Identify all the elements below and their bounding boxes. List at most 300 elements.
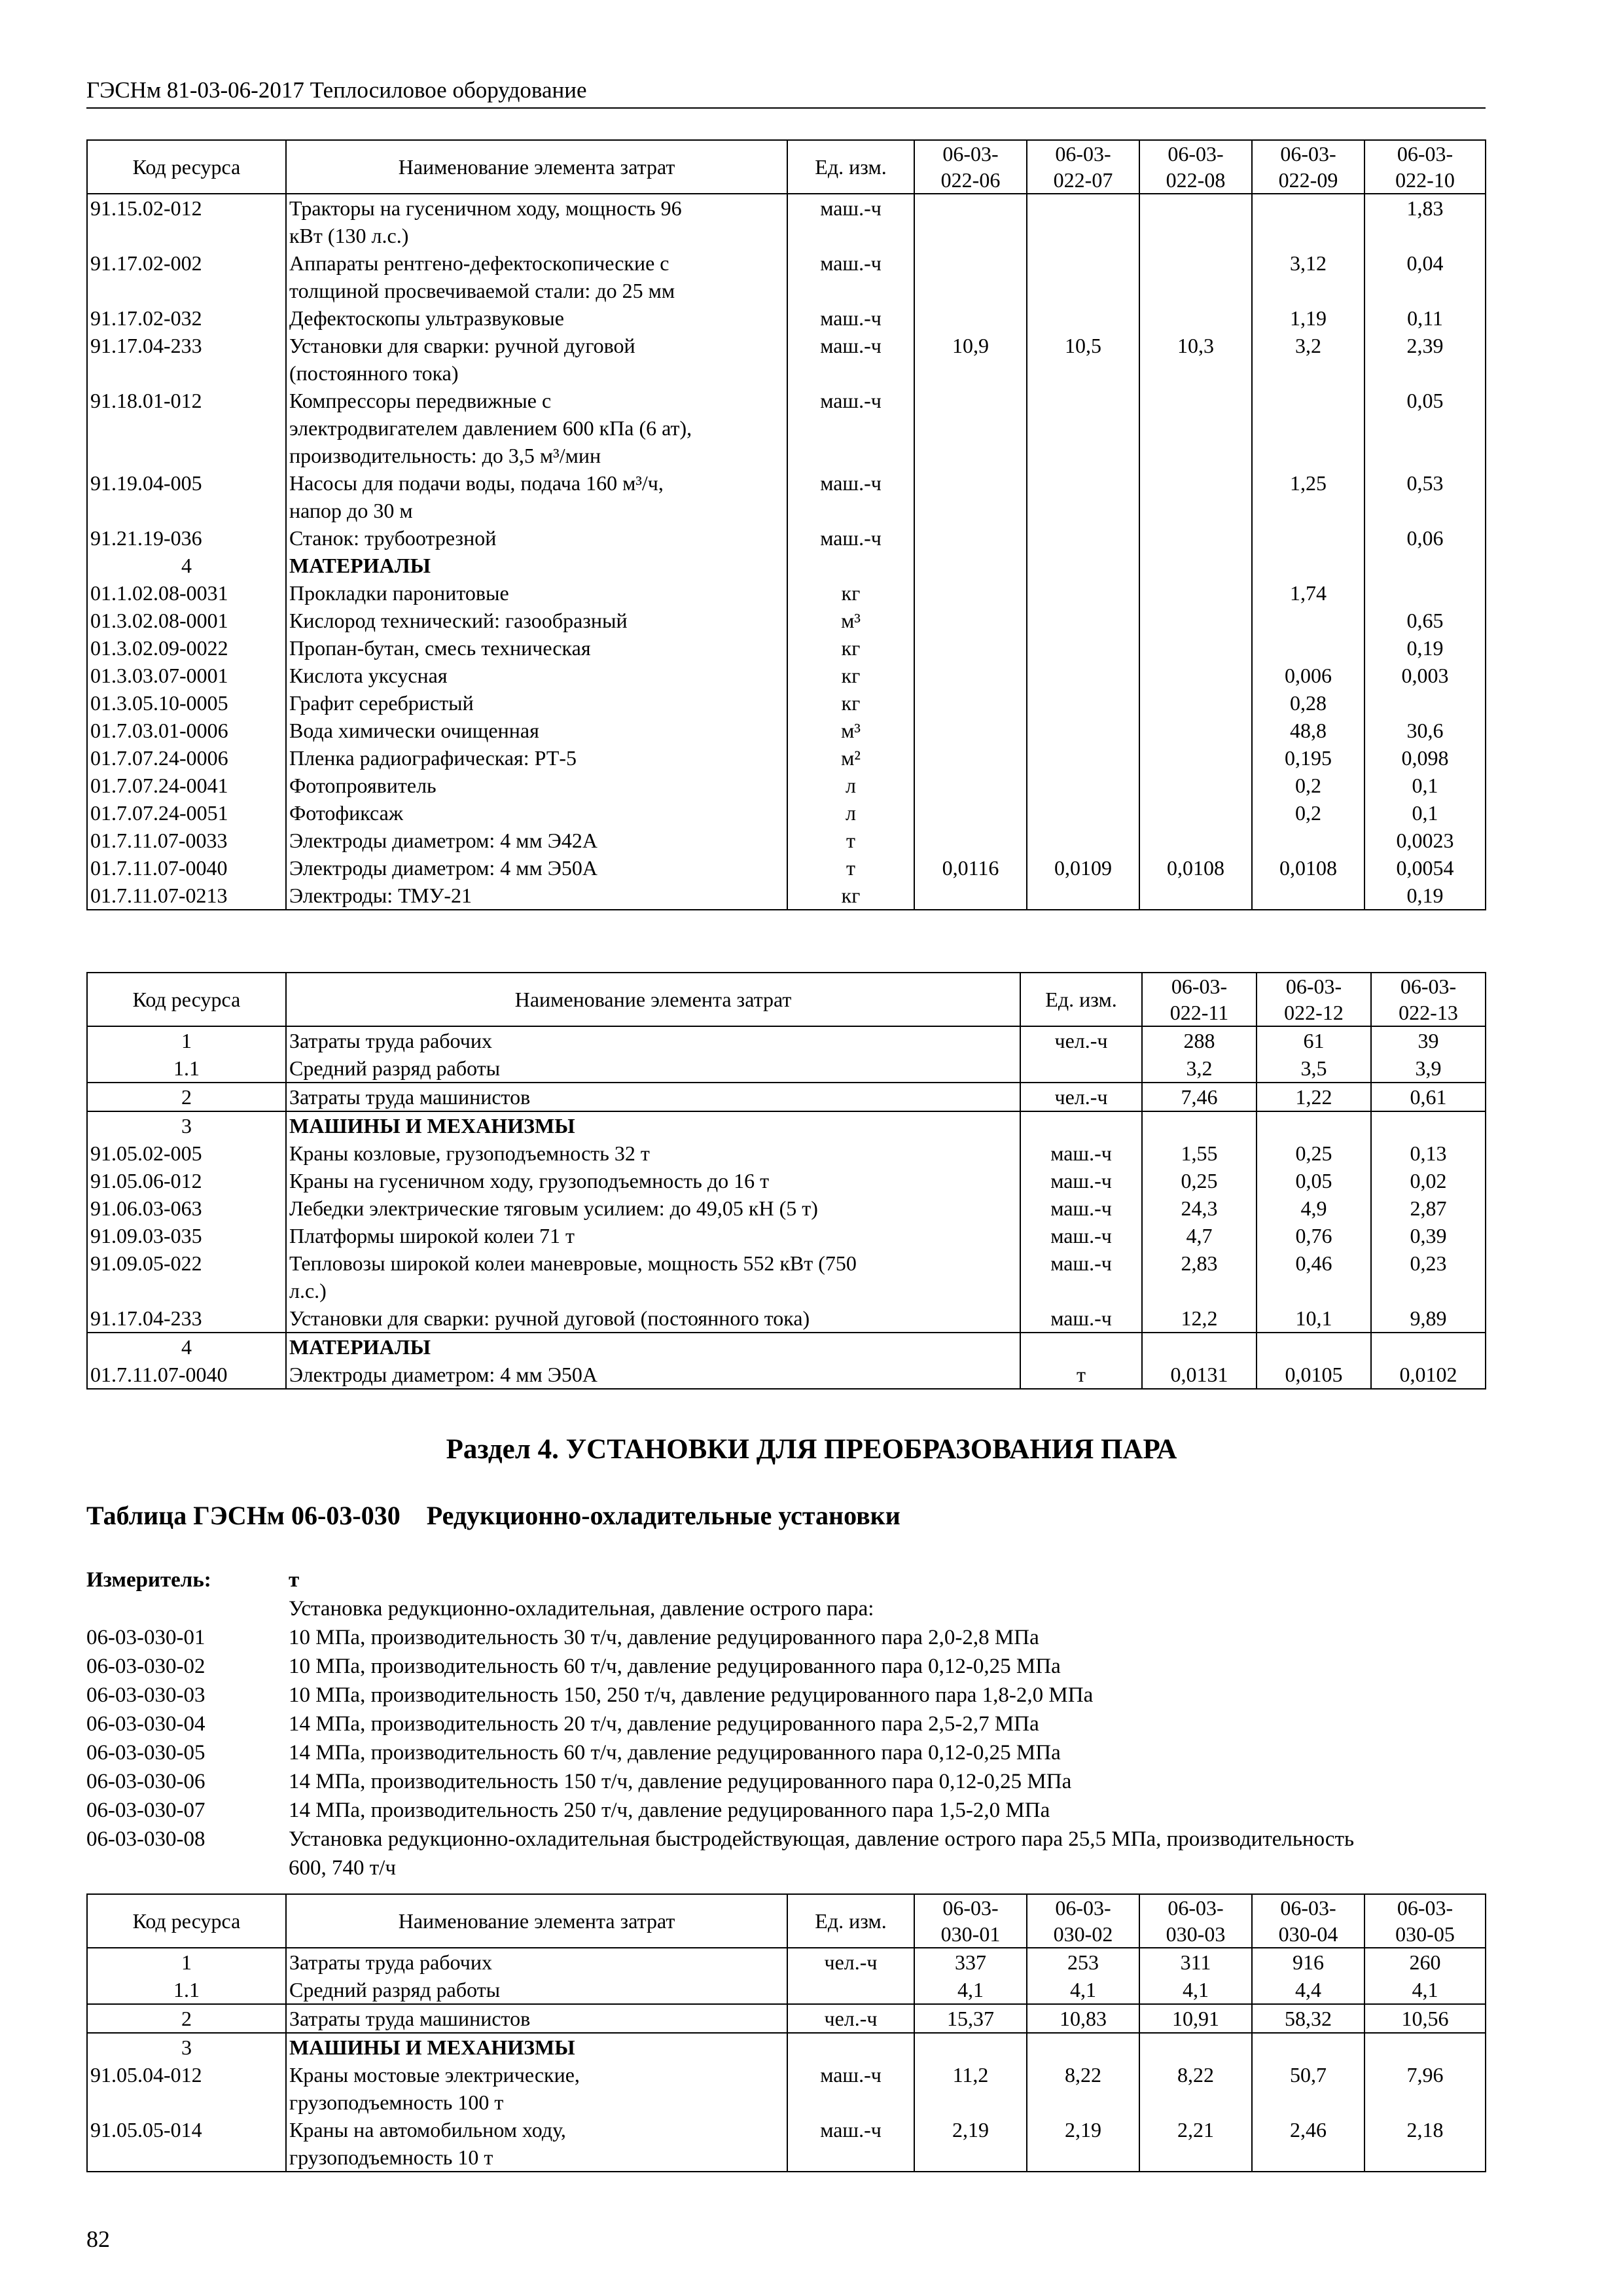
meter-unit: т (289, 1568, 300, 1592)
resource-name-line: Электроды диаметром: 4 мм Э50А (289, 1363, 597, 1386)
unit-col-header: Ед. изм. (787, 140, 914, 194)
resource-code: 91.05.02-005 (87, 1139, 286, 1167)
norm-col-header (1027, 140, 1139, 194)
table-row (87, 2116, 1486, 2172)
norm-value: 9,89 (1371, 1304, 1486, 1333)
meter-label: Измеритель: (86, 1568, 211, 1592)
resource-code: 91.05.06-012 (87, 1167, 286, 1194)
section-row (87, 1333, 1486, 1361)
norm-col-header-line: 06-03- (1168, 142, 1224, 166)
name-col-header: Наименование элемента затрат (286, 973, 1020, 1026)
norm-value (914, 387, 1027, 469)
resource-unit: маш.-ч (787, 387, 914, 469)
norm-value: 0,23 (1371, 1249, 1486, 1304)
resource-code: 1 (87, 1026, 286, 1054)
norm-item: 06-03-030-06 14 МПа, производительность 150 т/ч, давление редуцированного пара 0,12-0,25 МПа (86, 1770, 1072, 1793)
norm-value: 4,1 (1139, 1976, 1252, 2004)
norm-value (1139, 304, 1252, 332)
norm-value (1139, 249, 1252, 304)
norm-value: 1,74 (1252, 579, 1364, 607)
norm-value (914, 634, 1027, 662)
code-col-header: Код ресурса (87, 140, 286, 194)
norm-value: 0,0108 (1139, 854, 1252, 882)
resource-code: 2 (87, 2004, 286, 2033)
resource-name (286, 744, 787, 772)
norm-col-header-line: 022-06 (940, 168, 1001, 192)
resource-unit: м² (787, 744, 914, 772)
resource-name-line: Средний разряд работы (289, 1056, 501, 1080)
resource-code: 01.3.02.09-0022 (87, 634, 286, 662)
norm-value: 0,02 (1371, 1167, 1486, 1194)
norm-col-header-line: 06-03- (1280, 1896, 1336, 1920)
norm-value (1139, 607, 1252, 634)
norm-value: 0,195 (1252, 744, 1364, 772)
norm-value (1364, 552, 1486, 579)
resource-name (286, 1194, 1020, 1222)
resource-unit: т (787, 827, 914, 854)
resource-unit: кг (787, 634, 914, 662)
norm-col-header (1252, 1894, 1364, 1948)
name-col-header: Наименование элемента затрат (286, 140, 787, 194)
resource-name-line: Краны на автомобильном ходу, (289, 2118, 566, 2142)
resource-code: 91.15.02-012 (87, 194, 286, 249)
resource-unit: м³ (787, 717, 914, 744)
resource-code: 91.09.03-035 (87, 1222, 286, 1249)
resource-code: 3 (87, 2033, 286, 2061)
resource-name (286, 2116, 787, 2172)
resource-code: 4 (87, 552, 286, 579)
resource-name (286, 634, 787, 662)
norm-col-header-line: 022-09 (1278, 168, 1338, 192)
unit-col-header: Ед. изм. (787, 1894, 914, 1948)
norm-value (914, 304, 1027, 332)
norm-value (1252, 607, 1364, 634)
norm-value (1027, 2033, 1139, 2061)
resource-code: 01.3.05.10-0005 (87, 689, 286, 717)
norm-value (1252, 552, 1364, 579)
resource-unit: л (787, 772, 914, 799)
resource-name (286, 304, 787, 332)
norm-value (1027, 194, 1139, 249)
norm-value (1371, 1111, 1486, 1139)
norm-col-header (1257, 973, 1371, 1026)
norm-value (1027, 827, 1139, 854)
resource-name-line: Насосы для подачи воды, подача 160 м³/ч, (289, 471, 664, 495)
table-row (87, 662, 1486, 689)
resource-unit: чел.-ч (787, 2004, 914, 2033)
resource-unit: маш.-ч (787, 469, 914, 524)
norm-value (1027, 304, 1139, 332)
resource-code: 01.7.11.07-0213 (87, 882, 286, 910)
table-row (87, 249, 1486, 304)
norm-value: 4,9 (1257, 1194, 1371, 1222)
norm-value (1027, 772, 1139, 799)
resource-name (286, 579, 787, 607)
resource-name-line: Фотофиксаж (289, 801, 403, 825)
table-row (87, 634, 1486, 662)
resource-code: 1.1 (87, 1054, 286, 1083)
table-row (87, 827, 1486, 854)
norm-value: 3,5 (1257, 1054, 1371, 1083)
norm-value: 916 (1252, 1948, 1364, 1976)
norm-value: 4,1 (1027, 1976, 1139, 2004)
resource-name-line: Затраты труда рабочих (289, 1029, 492, 1052)
norm-value (1364, 689, 1486, 717)
norm-value: 0,1 (1364, 772, 1486, 799)
norm-value (1139, 194, 1252, 249)
resource-name-line: Затраты труда машинистов (289, 2007, 531, 2030)
norm-col-header-line: 022-10 (1395, 168, 1455, 192)
norm-value: 7,46 (1142, 1083, 1257, 1111)
resource-code: 91.06.03-063 (87, 1194, 286, 1222)
table-row (87, 1026, 1486, 1054)
resource-unit: чел.-ч (1020, 1026, 1142, 1054)
resource-unit (1020, 1054, 1142, 1083)
table-row (87, 854, 1486, 882)
norm-value (1142, 1111, 1257, 1139)
table-row (87, 607, 1486, 634)
norm-value (1139, 634, 1252, 662)
resource-unit (787, 2033, 914, 2061)
table-row (87, 744, 1486, 772)
resource-code: 3 (87, 1111, 286, 1139)
resource-name (286, 1026, 1020, 1054)
code-col-header: Код ресурса (87, 1894, 286, 1948)
table-row (87, 332, 1486, 387)
norm-value: 1,83 (1364, 194, 1486, 249)
norm-col-header-line: 030-01 (940, 1922, 1001, 1946)
norm-col-header-line: 022-07 (1053, 168, 1113, 192)
resource-name-line: Пленка радиографическая: РТ-5 (289, 746, 577, 770)
resource-unit: л (787, 799, 914, 827)
resource-name-line: МАТЕРИАЛЫ (289, 1335, 431, 1359)
resource-name (286, 524, 787, 552)
norm-value: 0,0116 (914, 854, 1027, 882)
norm-value: 1,19 (1252, 304, 1364, 332)
norm-value (1252, 194, 1364, 249)
norm-value (914, 249, 1027, 304)
norm-col-header-line: 06-03- (1055, 1896, 1111, 1920)
resource-name (286, 194, 787, 249)
table-header-row (87, 1894, 1486, 1948)
norm-col-header (1364, 140, 1486, 194)
norm-col-header-line: 06-03- (942, 1896, 999, 1920)
resource-name (286, 689, 787, 717)
norm-value: 0,65 (1364, 607, 1486, 634)
norm-col-header (1364, 1894, 1486, 1948)
resource-name-line: Электроды: ТМУ-21 (289, 884, 473, 907)
norm-col-header-line: 022-13 (1399, 1001, 1458, 1024)
norm-value: 0,28 (1252, 689, 1364, 717)
resource-unit (787, 1976, 914, 2004)
norm-value: 0,098 (1364, 744, 1486, 772)
norm-value: 0,61 (1371, 1083, 1486, 1111)
resource-name-line: Графит серебристый (289, 691, 474, 715)
table-row (87, 1304, 1486, 1333)
norm-value (1027, 744, 1139, 772)
norm-value (1257, 1111, 1371, 1139)
table-row (87, 469, 1486, 524)
norm-value: 24,3 (1142, 1194, 1257, 1222)
norm-col-header-line: 06-03- (1171, 975, 1228, 998)
norm-value (914, 799, 1027, 827)
norm-value (1142, 1333, 1257, 1361)
norm-value: 0,2 (1252, 799, 1364, 827)
resource-name (286, 1054, 1020, 1083)
resource-name-line: электродвигателем давлением 600 кПа (6 ат), (289, 416, 692, 440)
norm-col-header (914, 140, 1027, 194)
norm-value: 2,19 (1027, 2116, 1139, 2172)
norm-value: 2,21 (1139, 2116, 1252, 2172)
resource-name-line: Пропан-бутан, смесь техническая (289, 636, 591, 660)
norm-value: 4,1 (1364, 1976, 1486, 2004)
resource-name (286, 1249, 1020, 1304)
norm-value: 3,9 (1371, 1054, 1486, 1083)
norm-value (1027, 552, 1139, 579)
norm-value (1252, 827, 1364, 854)
resource-name-line: Электроды диаметром: 4 мм Э50А (289, 856, 597, 880)
norm-value (914, 552, 1027, 579)
resource-unit: маш.-ч (787, 194, 914, 249)
norm-value: 0,06 (1364, 524, 1486, 552)
resource-name (286, 827, 787, 854)
norm-value: 58,32 (1252, 2004, 1364, 2033)
norm-value: 2,83 (1142, 1249, 1257, 1304)
resource-name-line: МАШИНЫ И МЕХАНИЗМЫ (289, 2036, 575, 2059)
resource-code: 01.7.11.07-0040 (87, 854, 286, 882)
resource-unit: чел.-ч (787, 1948, 914, 1976)
norm-value: 3,2 (1142, 1054, 1257, 1083)
norm-col-header (914, 1894, 1027, 1948)
norm-value: 1,22 (1257, 1083, 1371, 1111)
resource-name-line: производительность: до 3,5 м³/мин (289, 444, 601, 467)
norm-value: 7,96 (1364, 2061, 1486, 2116)
norm-value: 10,9 (914, 332, 1027, 387)
norm-col-header-line: 022-08 (1166, 168, 1226, 192)
resource-code: 91.17.02-002 (87, 249, 286, 304)
resource-name-line: Платформы широкой колеи 71 т (289, 1224, 575, 1247)
norm-value: 0,006 (1252, 662, 1364, 689)
resource-name-line: Аппараты рентгено-дефектоскопические с (289, 251, 669, 275)
resource-name-line: Вода химически очищенная (289, 719, 539, 742)
norm-item: 06-03-030-05 14 МПа, производительность 60 т/ч, давление редуцированного пара 0,12-0,25 МПа (86, 1741, 1061, 1765)
resource-name (286, 854, 787, 882)
norm-value (1371, 1333, 1486, 1361)
norm-value: 39 (1371, 1026, 1486, 1054)
table-row (87, 1054, 1486, 1083)
norm-value (1027, 607, 1139, 634)
table-row (87, 772, 1486, 799)
resource-unit: маш.-ч (787, 249, 914, 304)
resource-name (286, 469, 787, 524)
table-row (87, 579, 1486, 607)
resource-unit (1020, 1111, 1142, 1139)
resource-name-line: Дефектоскопы ультразвуковые (289, 306, 564, 330)
resource-name (286, 1948, 787, 1976)
norm-value: 288 (1142, 1026, 1257, 1054)
resource-name-line: Фотопроявитель (289, 774, 437, 797)
norm-value (1027, 799, 1139, 827)
resource-unit: маш.-ч (787, 332, 914, 387)
resource-name-line: Затраты труда рабочих (289, 1950, 492, 1974)
resource-name (286, 799, 787, 827)
norm-value: 0,0054 (1364, 854, 1486, 882)
resource-code: 91.19.04-005 (87, 469, 286, 524)
norm-value: 10,5 (1027, 332, 1139, 387)
norm-value (1139, 387, 1252, 469)
norm-value (1139, 524, 1252, 552)
resource-unit: маш.-ч (787, 524, 914, 552)
resource-name-line: напор до 30 м (289, 499, 413, 522)
resource-name-line: Компрессоры передвижные с (289, 389, 552, 412)
norm-value: 0,0105 (1257, 1361, 1371, 1389)
resource-unit: маш.-ч (1020, 1139, 1142, 1167)
resource-unit: маш.-ч (1020, 1304, 1142, 1333)
resource-code: 01.7.07.24-0051 (87, 799, 286, 827)
norm-value: 0,0023 (1364, 827, 1486, 854)
resource-unit: м³ (787, 607, 914, 634)
resource-name-line: МАШИНЫ И МЕХАНИЗМЫ (289, 1114, 575, 1138)
resource-name-line: толщиной просвечиваемой стали: до 25 мм (289, 279, 675, 302)
norm-value: 30,6 (1364, 717, 1486, 744)
resource-code: 1 (87, 1948, 286, 1976)
resource-unit: маш.-ч (787, 2116, 914, 2172)
table-title (86, 1500, 927, 1531)
norm-value (1027, 579, 1139, 607)
norm-value: 0,25 (1257, 1139, 1371, 1167)
norm-value (914, 772, 1027, 799)
norm-value: 2,39 (1364, 332, 1486, 387)
norm-value: 0,19 (1364, 882, 1486, 910)
resource-name (286, 607, 787, 634)
norm-col-header-line: 030-02 (1053, 1922, 1113, 1946)
norm-value (1027, 469, 1139, 524)
resource-name-line: грузоподъемность 100 т (289, 2090, 504, 2114)
resource-code: 91.09.05-022 (87, 1249, 286, 1304)
resource-code: 01.3.03.07-0001 (87, 662, 286, 689)
resource-unit: маш.-ч (787, 304, 914, 332)
norm-value (1139, 717, 1252, 744)
resource-name (286, 249, 787, 304)
norm-value (1027, 387, 1139, 469)
norm-value: 0,0109 (1027, 854, 1139, 882)
norm-value: 0,13 (1371, 1139, 1486, 1167)
norm-value (1139, 579, 1252, 607)
table-row (87, 387, 1486, 469)
resource-unit: маш.-ч (1020, 1167, 1142, 1194)
norm-col-header-line: 06-03- (1055, 142, 1111, 166)
resource-code: 4 (87, 1333, 286, 1361)
table-row (87, 304, 1486, 332)
resource-name (286, 2061, 787, 2116)
resource-code: 2 (87, 1083, 286, 1111)
resource-name (286, 772, 787, 799)
resource-code: 01.7.11.07-0040 (87, 1361, 286, 1389)
resource-name-line: Электроды диаметром: 4 мм Э42А (289, 829, 597, 852)
resource-name-line: Прокладки паронитовые (289, 581, 509, 605)
norm-value: 10,3 (1139, 332, 1252, 387)
resource-name (286, 1333, 1020, 1361)
norm-value: 0,05 (1364, 387, 1486, 469)
resource-code: 91.21.19-036 (87, 524, 286, 552)
table-row (87, 524, 1486, 552)
table-row (87, 1139, 1486, 1167)
norm-value (1027, 249, 1139, 304)
norm-value: 8,22 (1139, 2061, 1252, 2116)
norm-value (1139, 882, 1252, 910)
resource-code: 01.3.02.08-0001 (87, 607, 286, 634)
norm-value (1027, 524, 1139, 552)
norm-value: 3,2 (1252, 332, 1364, 387)
table-name: Редукционно-охладительные установки (426, 1501, 901, 1530)
norm-value (1364, 579, 1486, 607)
norm-value: 8,22 (1027, 2061, 1139, 2116)
norm-value: 3,12 (1252, 249, 1364, 304)
norm-value: 4,7 (1142, 1222, 1257, 1249)
norm-value (914, 882, 1027, 910)
resource-code: 01.1.02.08-0031 (87, 579, 286, 607)
norm-value: 2,46 (1252, 2116, 1364, 2172)
resource-name (286, 332, 787, 387)
norm-value: 48,8 (1252, 717, 1364, 744)
norm-value (914, 2033, 1027, 2061)
resource-name-line: грузоподъемность 10 т (289, 2145, 493, 2169)
norm-item: 06-03-030-04 14 МПа, производительность 20 т/ч, давление редуцированного пара 2,5-2,7 МПа (86, 1712, 1039, 1736)
section-row (87, 552, 1486, 579)
resource-name (286, 1361, 1020, 1389)
norm-value: 260 (1364, 1948, 1486, 1976)
resource-unit: т (1020, 1361, 1142, 1389)
norm-value (1027, 882, 1139, 910)
page-number: 82 (86, 2226, 110, 2252)
norm-value (1027, 634, 1139, 662)
norm-value (1252, 387, 1364, 469)
resource-name-line: Лебедки электрические тяговым усилием: до 49,05 кН (5 т) (289, 1196, 818, 1220)
norm-value (914, 194, 1027, 249)
resource-unit: маш.-ч (1020, 1249, 1142, 1304)
resource-unit (787, 552, 914, 579)
norm-col-header-line: 06-03- (1168, 1896, 1224, 1920)
norm-value (1139, 2033, 1252, 2061)
section-title: Раздел 4. УСТАНОВКИ ДЛЯ ПРЕОБРАЗОВАНИЯ ПАРА (446, 1434, 1177, 1465)
resource-name-line: Краны мостовые электрические, (289, 2063, 580, 2087)
norm-value (1027, 689, 1139, 717)
norm-col-header (1252, 140, 1364, 194)
norm-value: 0,53 (1364, 469, 1486, 524)
norm-col-header (1371, 973, 1486, 1026)
resource-unit (1020, 1333, 1142, 1361)
norm-value (914, 524, 1027, 552)
resource-name (286, 1139, 1020, 1167)
resource-name (286, 387, 787, 469)
resource-name-line: Краны на гусеничном ходу, грузоподъемность до 16 т (289, 1169, 770, 1193)
resource-unit: маш.-ч (1020, 1222, 1142, 1249)
resource-name (286, 1222, 1020, 1249)
resource-name-line: Тепловозы широкой колеи маневровые, мощность 552 кВт (750 (289, 1251, 857, 1275)
table-code: Таблица ГЭСНм 06-03-030 (86, 1501, 401, 1530)
resource-code: 01.7.07.24-0041 (87, 772, 286, 799)
resource-name-line: кВт (130 л.с.) (289, 224, 409, 247)
norm-value: 0,0108 (1252, 854, 1364, 882)
norm-value: 2,87 (1371, 1194, 1486, 1222)
norm-value: 0,04 (1364, 249, 1486, 304)
norm-col-header-line: 06-03- (1285, 975, 1342, 998)
norm-value: 0,2 (1252, 772, 1364, 799)
resource-name-line: МАТЕРИАЛЫ (289, 554, 431, 577)
resource-table-022-11-13 (86, 972, 1486, 1390)
table-header-row (87, 140, 1486, 194)
norm-value: 0,05 (1257, 1167, 1371, 1194)
